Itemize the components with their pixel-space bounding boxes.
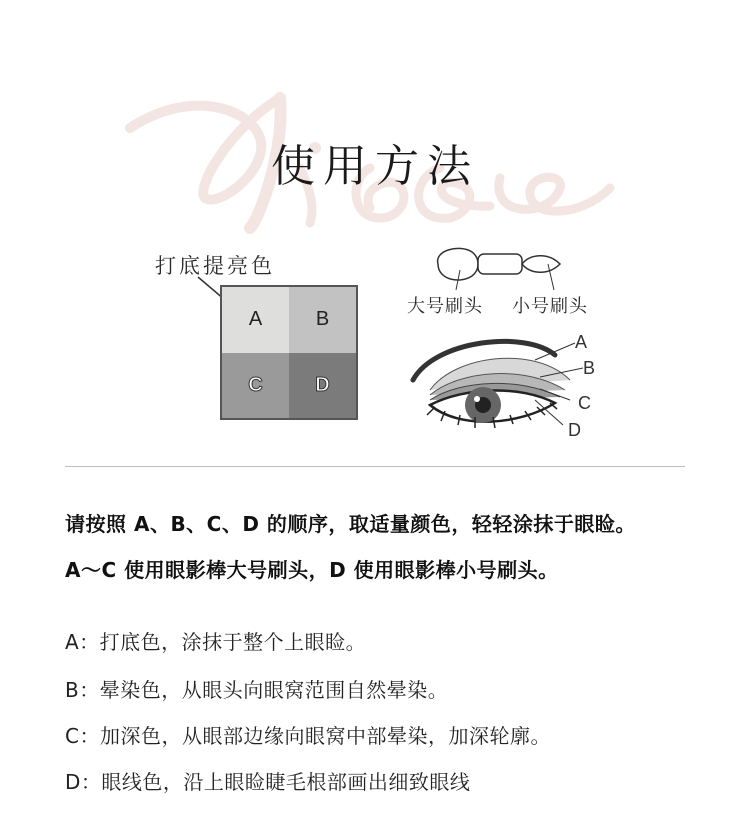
palette-cell-d: D	[289, 353, 356, 419]
eye-label-a: A	[575, 332, 588, 352]
step-b: B：晕染色，从眼头向眼窝范围自然晕染。	[65, 678, 449, 702]
instruction-line-2: A～C 使用眼影棒大号刷头，D 使用眼影棒小号刷头。	[65, 558, 559, 582]
eyeshadow-palette	[220, 285, 358, 420]
palette-cell-a: A	[222, 287, 289, 353]
palette-cell-b: B	[289, 287, 356, 353]
step-a: A：打底色，涂抹于整个上眼睑。	[65, 630, 367, 654]
eye-label-d: D	[568, 420, 581, 440]
step-d: D：眼线色，沿上眼睑睫毛根部画出细致眼线	[65, 770, 471, 794]
applicator-icon	[430, 242, 570, 292]
page-title: 使用方法	[271, 141, 479, 192]
base-highlight-label: 打底提亮色	[155, 254, 275, 278]
large-brush-label: 大号刷头	[407, 296, 483, 317]
instruction-line-1: 请按照 A、B、C、D 的顺序，取适量颜色，轻轻涂抹于眼睑。	[65, 512, 636, 536]
palette-cell-c: C	[222, 353, 289, 419]
eye-label-b: B	[583, 358, 596, 378]
step-c: C：加深色，从眼部边缘向眼窝中部晕染，加深轮廓。	[65, 724, 551, 748]
eye-label-c: C	[578, 393, 591, 413]
small-brush-label: 小号刷头	[512, 296, 588, 317]
section-divider	[65, 466, 685, 467]
